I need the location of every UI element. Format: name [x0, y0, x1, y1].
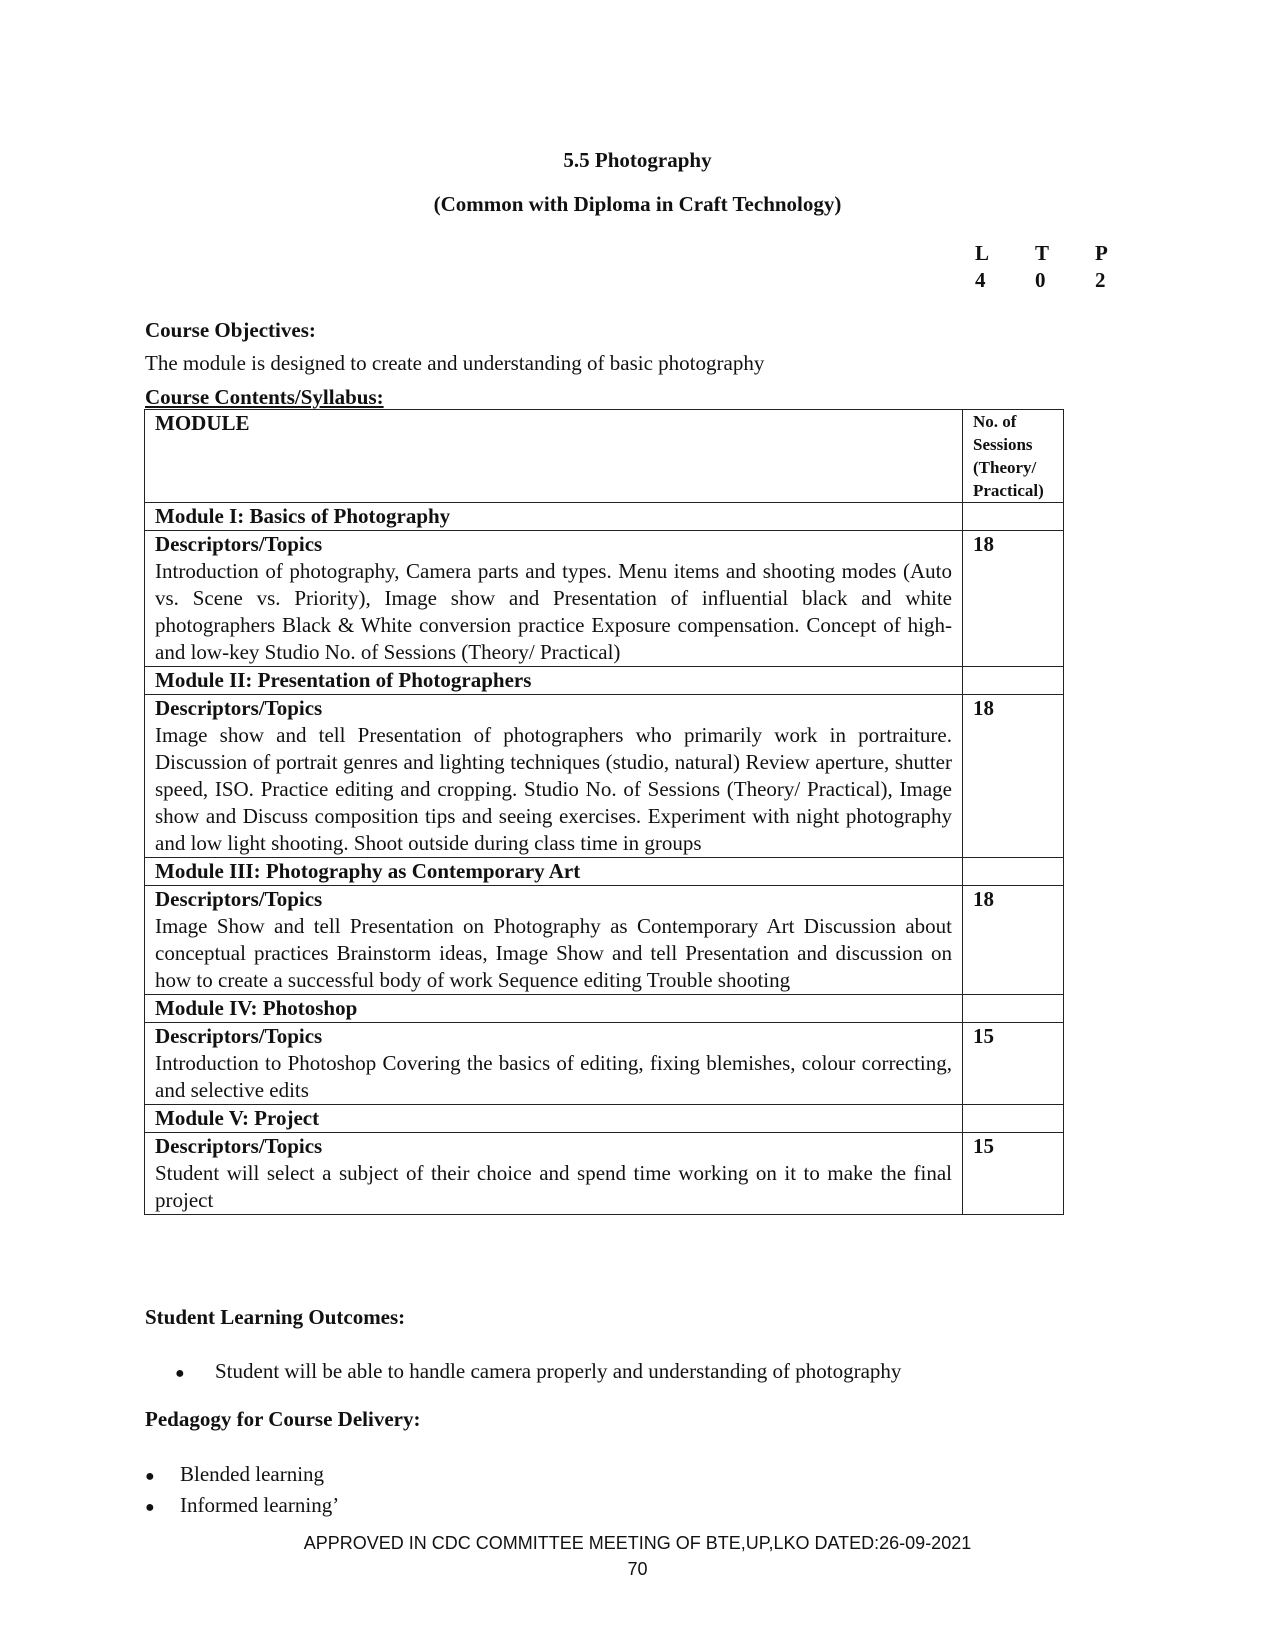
descriptor-label: Descriptors/Topics: [155, 1134, 323, 1158]
header-module: MODULE: [145, 410, 963, 503]
module-descriptor: [145, 886, 963, 995]
descriptor-label: Descriptors/Topics: [155, 532, 323, 556]
ltp-block: [975, 240, 1155, 294]
module-sessions: 18: [963, 886, 1064, 995]
module-descriptor: [145, 1133, 963, 1215]
descriptor-label: Descriptors/Topics: [155, 696, 323, 720]
objectives-text: The module is designed to create and understanding of basic photography: [145, 351, 765, 375]
module-title: Module III: Photography as Contemporary Art: [145, 858, 963, 886]
ltp-labels-row: [975, 240, 1155, 267]
descriptor-label: Descriptors/Topics: [155, 1024, 323, 1048]
module-descriptor-row: [145, 1133, 1064, 1215]
module-sessions: 18: [963, 531, 1064, 667]
module-title: Module II: Presentation of Photographers: [145, 667, 963, 695]
outcomes-list: [175, 1357, 901, 1388]
ltp-value-l: 4: [975, 268, 986, 292]
module-descriptor-row: [145, 531, 1064, 667]
module-title-row: [145, 503, 1064, 531]
list-item: [175, 1357, 901, 1388]
module-descriptor-row: [145, 1023, 1064, 1105]
module-title: Module V: Project: [145, 1105, 963, 1133]
ltp-values-row: [975, 267, 1155, 294]
module-descriptor: [145, 695, 963, 858]
course-subtitle: (Common with Diploma in Craft Technology): [433, 192, 842, 216]
module-sessions: 18: [963, 695, 1064, 858]
module-title-row: [145, 995, 1064, 1023]
bullet-icon: ●: [145, 1499, 155, 1516]
header-sessions: No. of Sessions (Theory/ Practical): [963, 410, 1064, 503]
module-title: Module IV: Photoshop: [145, 995, 963, 1023]
course-title: 5.5 Photography: [563, 148, 712, 172]
module-title-row: [145, 667, 1064, 695]
module-title-row: [145, 1105, 1064, 1133]
list-item-text: Student will be able to handle camera properly and understanding of photography: [215, 1359, 902, 1383]
empty-cell: [963, 667, 1064, 695]
ltp-value-p: 2: [1095, 268, 1106, 292]
empty-cell: [963, 995, 1064, 1023]
list-item: [145, 1491, 339, 1522]
descriptor-text: Introduction of photography, Camera parts and types. Menu items and shooting modes (Auto vs. Scene vs. Priority), Image show and Presentation of influential black and white photographers Black & White conversion practice Exposure compensation. Concept of high- and low-key Studio No. of Sessions (Theory/ Practical): [155, 559, 952, 664]
list-item: [145, 1460, 339, 1491]
pedagogy-list: [145, 1460, 339, 1522]
ltp-label-l: L: [975, 241, 990, 265]
approval-note: APPROVED IN CDC COMMITTEE MEETING OF BTE,UP,LKO DATED:26-09-2021: [303, 1533, 972, 1553]
module-sessions: 15: [963, 1133, 1064, 1215]
module-sessions: 15: [963, 1023, 1064, 1105]
ltp-label-p: P: [1095, 241, 1108, 265]
objectives-heading: Course Objectives:: [145, 318, 316, 342]
descriptor-text: Student will select a subject of their choice and spend time working on it to make the final project: [155, 1161, 952, 1212]
list-item-text: Informed learning’: [180, 1493, 340, 1517]
list-item-text: Blended learning: [180, 1462, 325, 1486]
page-number: 70: [627, 1559, 648, 1579]
bullet-icon: ●: [175, 1365, 185, 1382]
ltp-label-t: T: [1035, 241, 1050, 265]
descriptor-text: Introduction to Photoshop Covering the basics of editing, fixing blemishes, colour correcting, and selective edits: [155, 1051, 952, 1102]
empty-cell: [963, 858, 1064, 886]
bullet-icon: ●: [145, 1468, 155, 1485]
module-descriptor-row: [145, 695, 1064, 858]
module-title-row: [145, 858, 1064, 886]
syllabus-table: [144, 409, 1064, 1215]
descriptor-label: Descriptors/Topics: [155, 887, 323, 911]
module-descriptor: [145, 531, 963, 667]
outcomes-heading: Student Learning Outcomes:: [145, 1305, 406, 1329]
module-title: Module I: Basics of Photography: [145, 503, 963, 531]
module-descriptor: [145, 1023, 963, 1105]
contents-heading: Course Contents/Syllabus:: [145, 385, 384, 409]
descriptor-text: Image show and tell Presentation of photographers who primarily work in portraiture. Discussion of portrait genres and lighting techniques (studio, natural) Review aperture, shutter speed, ISO. Practice editing and cropping. Studio No. of Sessions (Theory/ Practical), Image show and Discuss composition tips and seeing exercises. Experiment with night photography and low light shooting. Shoot outside during class time in groups: [155, 723, 952, 855]
empty-cell: [963, 503, 1064, 531]
descriptor-text: Image Show and tell Presentation on Photography as Contemporary Art Discussion about conceptual practices Brainstorm ideas, Image Show and tell Presentation and discussion on how to create a successful body of work Sequence editing Trouble shooting: [155, 914, 952, 992]
module-descriptor-row: [145, 886, 1064, 995]
page-footer: [0, 1530, 1275, 1582]
empty-cell: [963, 1105, 1064, 1133]
pedagogy-heading: Pedagogy for Course Delivery:: [145, 1407, 421, 1431]
ltp-value-t: 0: [1035, 268, 1046, 292]
table-header-row: [145, 410, 1064, 503]
